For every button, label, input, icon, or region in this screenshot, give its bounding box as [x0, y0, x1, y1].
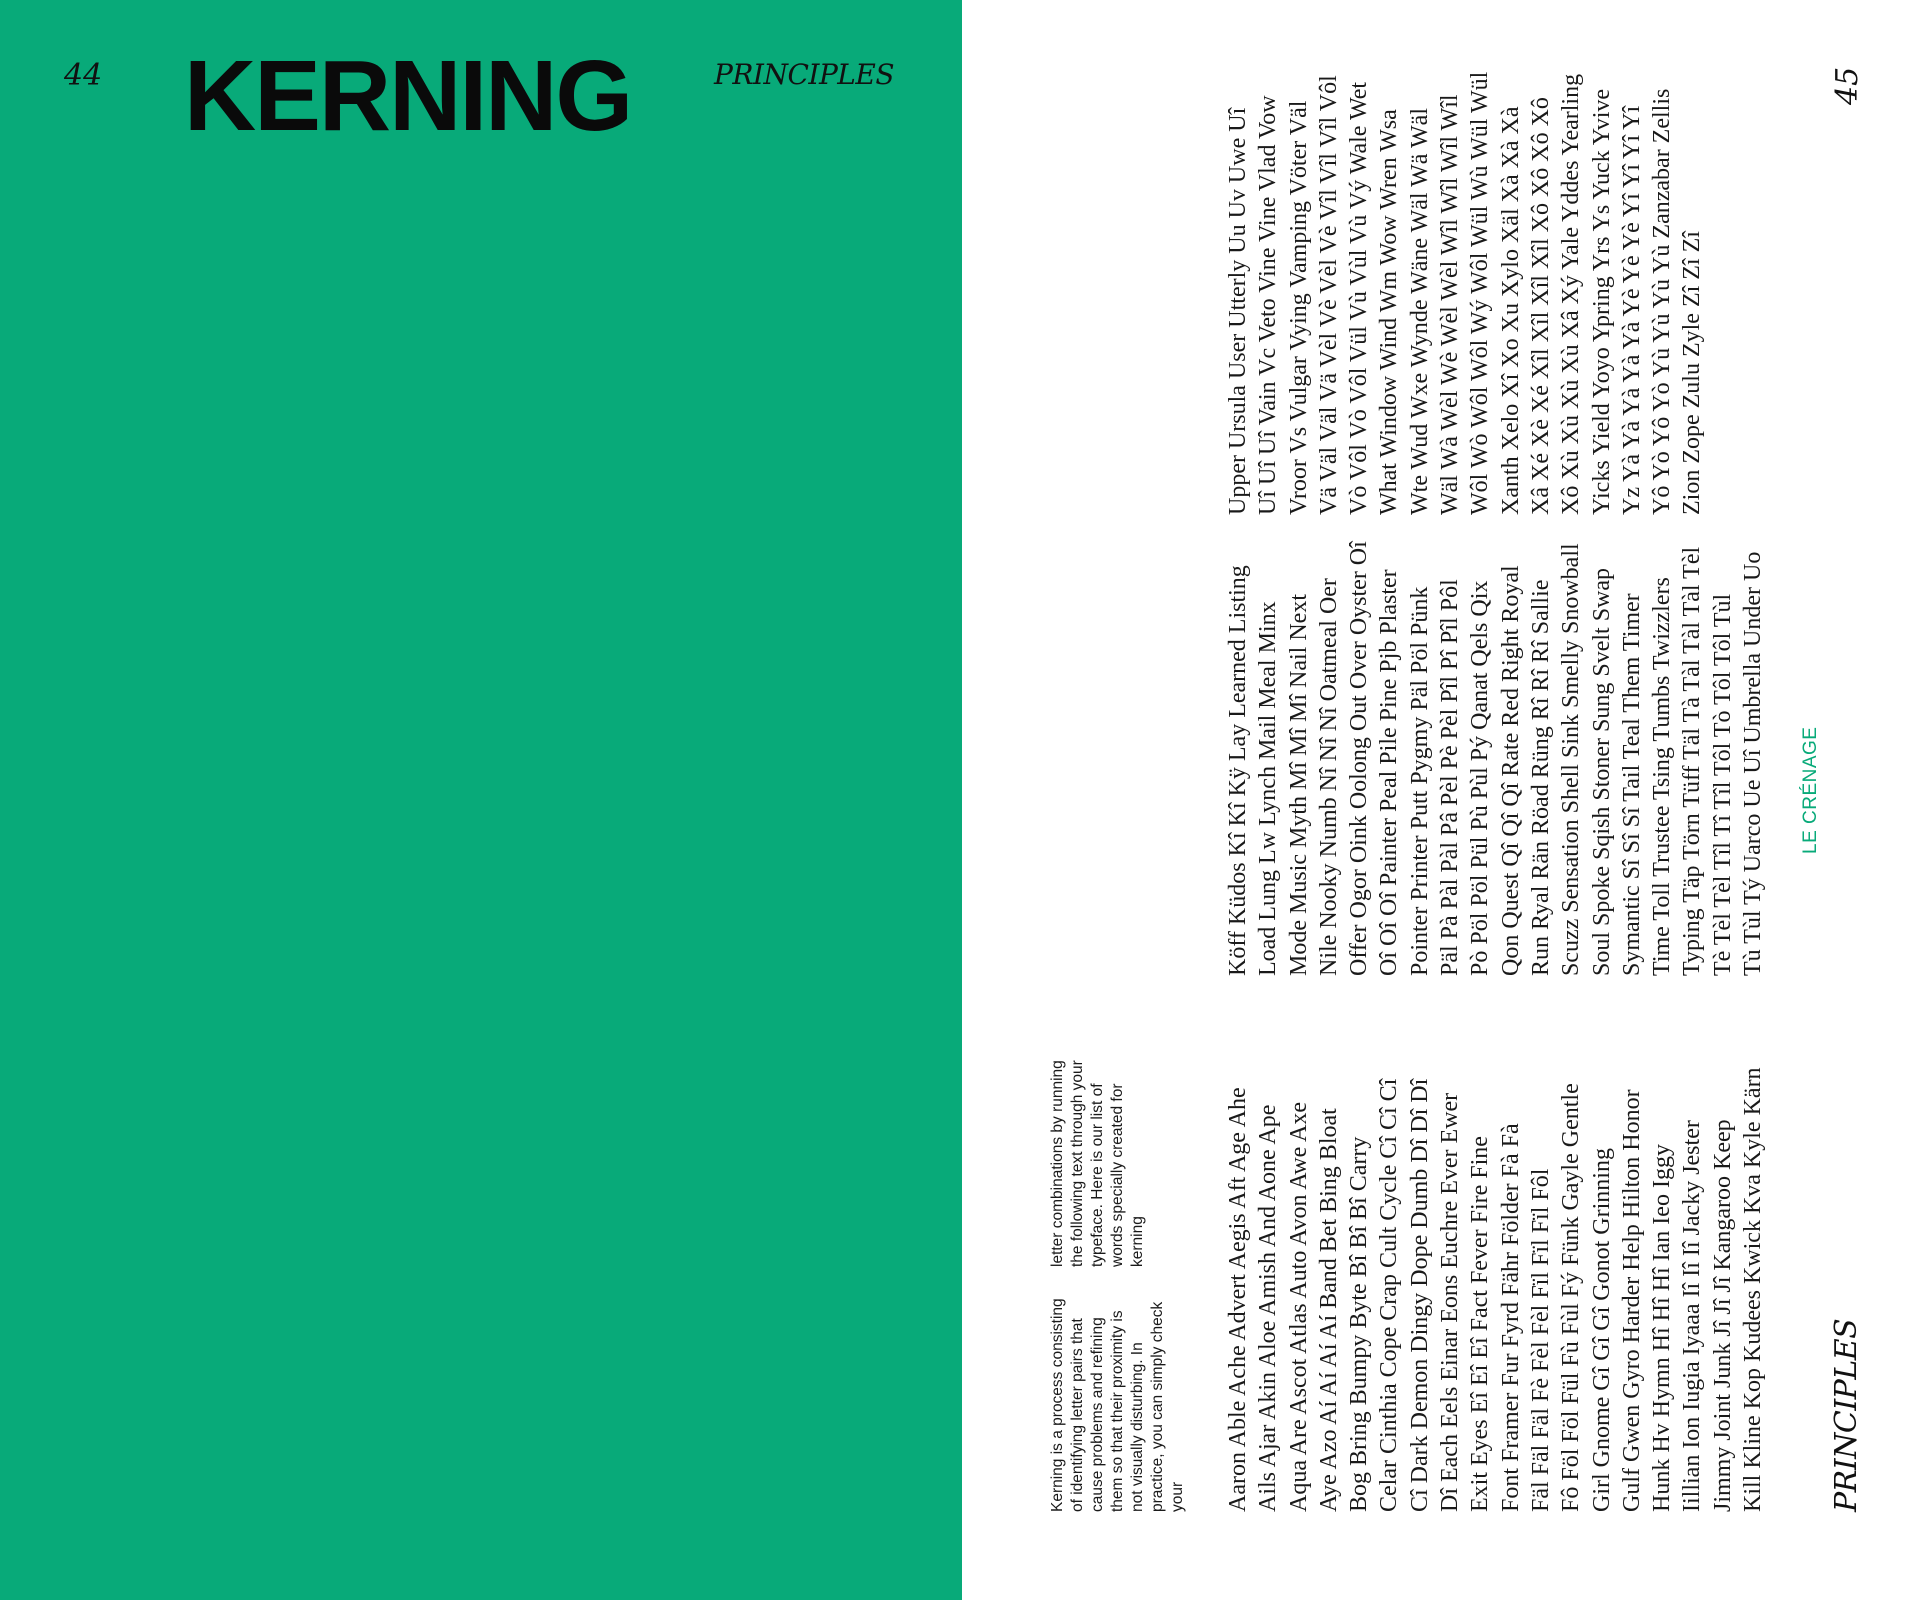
word-line: Kill Kline Kop Kudees Kwick Kva Kyle Kärn [1740, 1067, 1767, 1512]
page-number-left: 44 [64, 58, 103, 93]
intro-text-col2: letter combinations by running the following text through your typeface. Here is our list of words specially created for kerning [1049, 1060, 1146, 1267]
word-line: Pò Pöl Pöl Pül Pù Pùl Pý Qanat Qels Qix [1467, 580, 1494, 976]
word-line: Wôl Wò Wôl Wôl Wý Wôl Wül Wù Wül Wül [1467, 71, 1494, 515]
word-line: Symantic Sî Sî Sî Tail Teal Them Timer [1618, 593, 1645, 976]
word-line: Päl Pà Pàl Pàl Pâ Pèl Pè Pèl Pîl Pî Pîl Pôl [1437, 579, 1464, 976]
intro-text-col1: Kerning is a process consisting of identifying letter pairs that cause problems and refining them so that their proximity is not visually disturbing. In practice, you can simply check your [1049, 1298, 1186, 1512]
page-number-right: 45 [1830, 66, 1865, 105]
right-page [962, 0, 1921, 1600]
word-line: What Window Wind Wm Wow Wren Wsa [1376, 109, 1403, 515]
page-title: KERNING [184, 40, 632, 152]
word-line: Time Toll Trustee Tsing Tumbs Twizzlers [1649, 577, 1676, 976]
word-line: Scuzz Sensation Shell Sink Smelly Snowball [1558, 543, 1585, 976]
word-line: Tù Tùl Tý Uarco Ue Uî Umbrella Under Uo [1740, 551, 1767, 976]
word-line: Oî Oî Oî Painter Peal Pile Pine Pjb Plaster [1376, 569, 1403, 976]
word-line: Jimmy Joint Junk Jî Jî Jî Kangaroo Keep [1709, 1119, 1736, 1512]
word-line: Soul Spoke Sqish Stoner Sung Svelt Swap [1588, 567, 1615, 976]
word-column-2 [1223, 446, 1768, 976]
word-line: Tè Tèl Tèl Tîl Tî Tîl Tôl Tò Tôl Tôl Tùl [1709, 593, 1736, 976]
word-line: Mode Music Myth Mî Mî Mî Nail Next [1285, 594, 1312, 976]
word-column-1 [1223, 982, 1768, 1512]
word-line: Vò Vôl Vò Vôl Vül Vù Vùl Vù Vý Wale Wet [1346, 81, 1373, 515]
word-line: Nile Nooky Numb Nî Nî Nî Oatmeal Oer [1315, 578, 1342, 976]
word-column-3 [1223, 0, 1708, 515]
word-line: Fäl Fäl Fäl Fè Fèl Fèl Fïl Fïl Fïl Fôl [1527, 1168, 1554, 1512]
word-line: Xâ Xé Xè Xé Xîl Xîl Xîl Xîl Xô Xô Xô Xô [1527, 97, 1554, 515]
word-line: Köff Küdos Kî Kî Kÿ Lay Learned Listing [1225, 565, 1251, 976]
section-label-left: PRINCIPLES [714, 58, 895, 91]
word-line: Hunk Hv Hymn Hî Hî Hî Ian Ieo Iggy [1649, 1144, 1676, 1512]
word-line: Aaron Able Ache Advert Aegis Aft Age Ahe [1225, 1087, 1251, 1512]
word-line: Upper Ursula User Utterly Uu Uv Uwe Uî [1225, 107, 1251, 515]
word-line: Cî Dark Demon Dingy Dope Dumb Dî Dî Dî [1406, 1078, 1433, 1512]
word-line: Vä Väl Väl Vä Vèl Vè Vèl Vè Vîl Vîl Vîl Vôl [1315, 75, 1342, 515]
word-line: Xô Xù Xù Xù Xù Xâ Xý Yale Yddes Yearling [1558, 73, 1585, 515]
word-line: Girl Gnome Gî Gî Gî Gonot Grinning [1588, 1148, 1615, 1512]
word-line: Aye Azo Aí Aí Aí Aí Band Bet Bing Bloat [1315, 1108, 1342, 1512]
rotated-content [962, 0, 1921, 1600]
word-line: Fô Föl Föl Fül Fù Fùl Fý Fünk Gayle Gentle [1558, 1083, 1585, 1512]
word-line: Load Lung Lw Lynch Mail Meal Minx [1255, 601, 1282, 976]
word-line: Zion Zope Zulu Zyle Zî Zî Zî [1679, 231, 1706, 515]
word-line: Wte Wud Wxe Wynde Wäne Wäl Wä Wäl [1406, 107, 1433, 515]
word-line: Aqua Are Ascot Atlas Auto Avon Awe Axe [1285, 1102, 1312, 1512]
word-line: Bog Bring Bumpy Byte Bî Bî Bî Carry [1346, 1136, 1373, 1512]
word-line: Qon Quest Qî Qî Qî Rate Red Right Royal [1497, 565, 1524, 976]
word-line: Run Ryal Rän Röad Rüng Rî Rî Rî Sallie [1527, 579, 1554, 976]
word-line: Dî Each Eels Einar Eons Euchre Ever Ewer [1437, 1092, 1464, 1512]
word-line: Wäl Wà Wèl Wè Wèl Wèl Wîl Wîl Wîl Wîl [1437, 94, 1464, 515]
word-line: Celar Cinthia Cope Crap Cult Cycle Cî Cî Cî [1376, 1078, 1403, 1512]
word-line: Xanth Xelo Xî Xo Xu Xylo Xäl Xà Xà Xà [1497, 106, 1524, 515]
word-line: Ails Ajar Akin Aloe Amish And Aone Ape [1255, 1104, 1282, 1512]
word-line: Typing Täp Törn Tüff Täl Tà Tàl Tàl Tàl Tèl [1679, 546, 1706, 976]
word-line: Uî Uî Uî Vain Vc Veto Vine Vine Vlad Vow [1255, 95, 1282, 515]
word-line: Yô Yò Yô Yò Yù Yù Yù Yù Zanzabar Zellis [1649, 88, 1676, 515]
word-line: Gulf Gwen Gyro Harder Help Hilton Honor [1618, 1089, 1645, 1512]
word-line: Yz Yà Yà Yà Yà Yà Yè Yè Yè Yî Yî Yî Yî [1618, 105, 1645, 515]
word-line: Iillian Ion Iugia Iyaaa Iî Iî Iî Jacky Jester [1679, 1120, 1706, 1512]
word-line: Font Framer Fur Fyrd Fähr Földer Fà Fà [1497, 1123, 1524, 1512]
subtitle-le-crenage: LE CRÉNAGE [1800, 726, 1821, 854]
section-label-right: PRINCIPLES [1829, 1318, 1864, 1512]
word-line: Offer Ogor Oink Oolong Out Over Oyster Oî [1346, 541, 1373, 976]
word-line: Exit Eyes Eî Eî Eî Fact Fever Fire Fine [1467, 1136, 1494, 1512]
word-line: Pointer Printer Putt Pygmy Päl Pöl Pünk [1406, 586, 1433, 976]
word-line: Vroor Vs Vulgar Vying Vamping Vöter Väl [1285, 100, 1312, 515]
word-line: Yicks Yield Yoyo Ypring Yrs Ys Yuck Yvive [1588, 88, 1615, 515]
